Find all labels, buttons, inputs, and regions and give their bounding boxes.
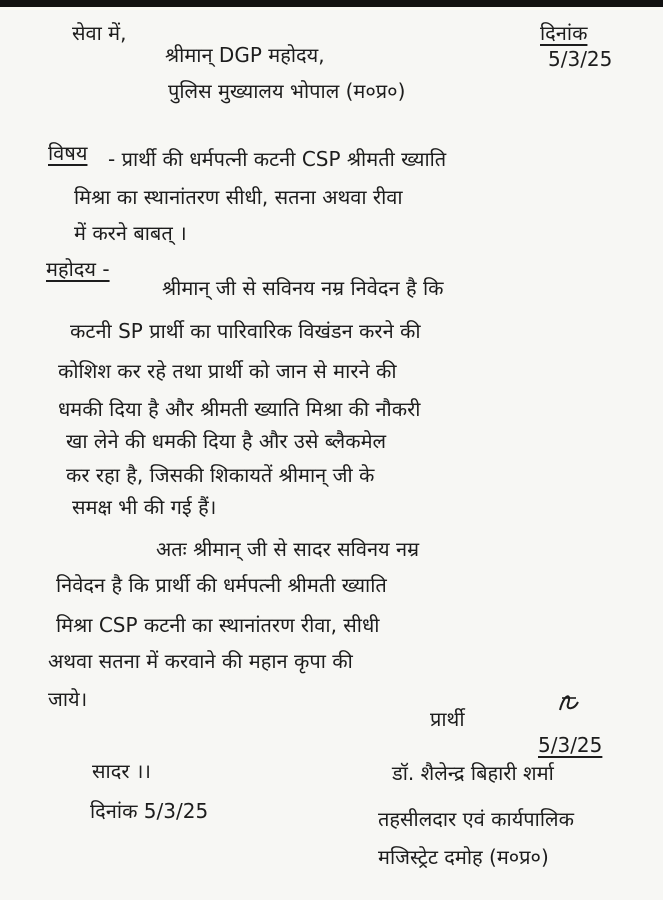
addressee-line-2: पुलिस मुख्यालय भोपाल (म०प्र०) <box>168 79 406 103</box>
para1-line-3: कोशिश कर रहे तथा प्रार्थी को जान से मारने की <box>58 359 397 383</box>
subject-label: विषय <box>48 141 88 165</box>
signature-date: 5/3/25 <box>538 733 603 757</box>
para1-line-1: श्रीमान् जी से सविनय नम्र निवेदन है कि <box>162 276 444 300</box>
signatory-title-1: तहसीलदार एवं कार्यपालिक <box>378 807 574 831</box>
subject-line-1: - प्रार्थी की धर्मपत्नी कटनी CSP श्रीमती ख्याति <box>108 147 447 171</box>
subject-line-3: में करने बाबत् । <box>74 221 187 245</box>
para2-line-5: जाये। <box>48 687 88 711</box>
para1-line-4: धमकी दिया है और श्रीमती ख्याति मिश्रा की नौकरी <box>58 397 421 421</box>
salutation-to: सेवा में, <box>72 21 127 45</box>
para1-line-5: खा लेने की धमकी दिया है और उसे ब्लैकमेल <box>66 429 387 453</box>
addressee-line-1: श्रीमान् DGP महोदय, <box>165 43 325 67</box>
para1-line-6: कर रहा है, जिसकी शिकायतें श्रीमान् जी के <box>66 463 375 487</box>
date-top-value: 5/3/25 <box>548 47 613 71</box>
closing: सादर ।। <box>92 759 152 783</box>
greeting: महोदय - <box>46 257 110 281</box>
signatory-name: डॉ. शैलेन्द्र बिहारी शर्मा <box>392 761 554 785</box>
para1-line-2: कटनी SP प्रार्थी का पारिवारिक विखंडन करने की <box>70 319 421 343</box>
scan-top-edge <box>0 0 663 7</box>
closing-date: दिनांक 5/3/25 <box>90 799 209 823</box>
date-top-label: दिनांक <box>540 21 588 45</box>
para2-line-2: निवेदन है कि प्रार्थी की धर्मपत्नी श्रीमती ख्याति <box>56 573 387 597</box>
signature-initial-mark <box>556 690 582 716</box>
subject-line-2: मिश्रा का स्थानांतरण सीधी, सतना अथवा रीवा <box>74 185 403 209</box>
applicant-label: प्रार्थी <box>430 707 465 731</box>
para2-line-3: मिश्रा CSP कटनी का स्थानांतरण रीवा, सीधी <box>56 613 380 637</box>
para2-line-1: अतः श्रीमान् जी से सादर सविनय नम्र <box>156 537 420 561</box>
para1-line-7: समक्ष भी की गई हैं। <box>72 495 217 519</box>
signatory-title-2: मजिस्ट्रेट दमोह (म०प्र०) <box>378 845 549 869</box>
para2-line-4: अथवा सतना में करवाने की महान कृपा की <box>48 649 353 673</box>
